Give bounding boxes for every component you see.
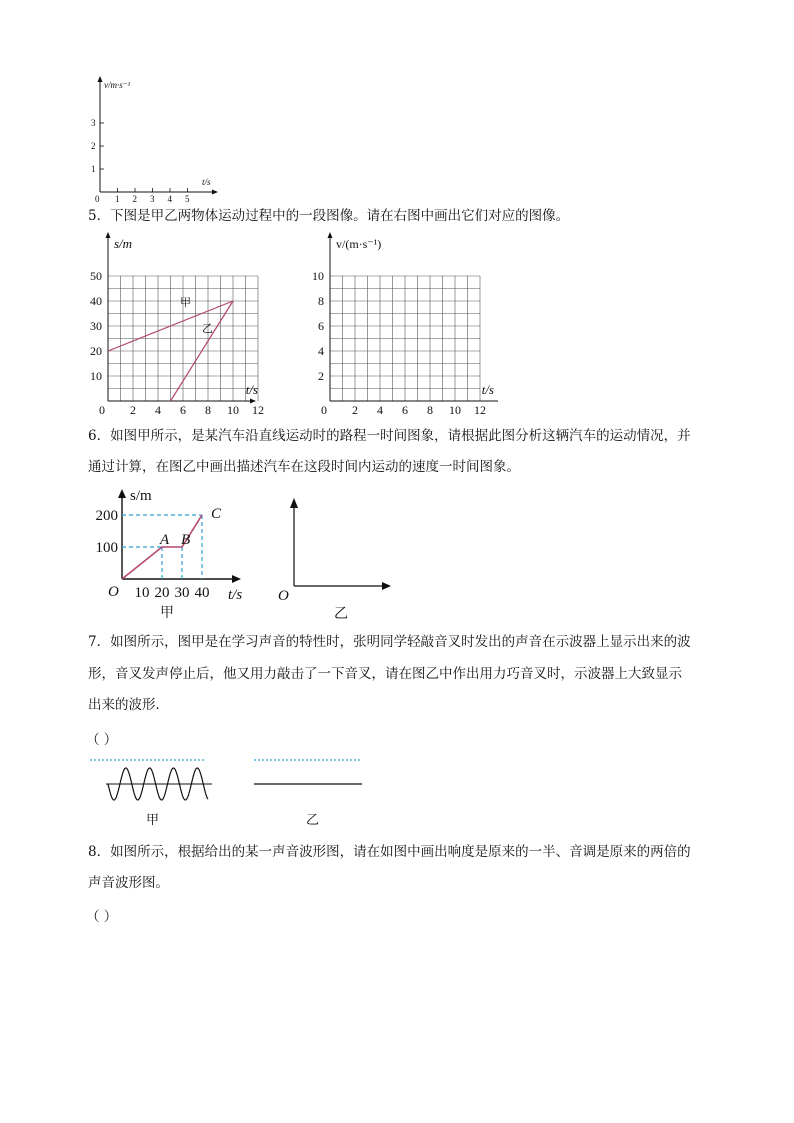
q6-x-tick: 20	[154, 585, 170, 601]
q5l-x-label: t/s	[245, 382, 258, 397]
top-x-tick: 0	[95, 194, 100, 204]
top-vt-axes	[84, 72, 234, 202]
x-tick-label: 4	[377, 403, 383, 417]
top-y-tick: 3	[91, 118, 96, 128]
q6-caption-jia: 甲	[160, 606, 174, 621]
question-5-text: 5．下图是甲乙两物体运动过程中的一段图像。请在右图中画出它们对应的图像。	[88, 208, 570, 224]
question-7-line2: 形，音叉发声停止后，他又用力敲击了一下音叉，请在图乙中作出用力巧音叉时，示波器上大致显示	[88, 666, 682, 682]
x-tick-label: 6	[402, 403, 408, 417]
top-x-tick: 3	[150, 194, 155, 204]
x-tick-label: 2	[130, 403, 136, 417]
y-tick-label: 40	[90, 294, 102, 308]
q6-yi-origin: O	[278, 588, 289, 604]
top-x-tick: 2	[132, 194, 137, 204]
question-6-line1: 6．如图甲所示，是某汽车沿直线运动时的路程一时间图象，请根据此图分析这辆汽车的运动情况，并	[88, 428, 691, 444]
y-tick-label: 50	[90, 269, 102, 283]
q6-fig-jia	[86, 484, 256, 624]
label-jia: 甲	[180, 297, 191, 309]
x-tick-label: 10	[449, 403, 461, 417]
q5l-y-label: s/m	[114, 236, 133, 251]
x-tick-label: 0	[99, 403, 105, 417]
point-b-label: B	[181, 532, 191, 548]
q6-y-tick: 100	[95, 540, 118, 556]
label-yi: 乙	[202, 323, 213, 335]
q8-answer-paren[interactable]: （ ）	[86, 909, 118, 925]
y-tick-label: 2	[318, 369, 324, 383]
question-8-line2: 声音波形图。	[88, 875, 169, 891]
q6-y-label: s/m	[130, 488, 152, 504]
q6-y-tick: 200	[95, 508, 118, 524]
top-x-tick: 1	[115, 194, 120, 204]
q7-answer-paren[interactable]: （ ）	[86, 732, 118, 748]
point-c-label: C	[211, 506, 222, 522]
top-x-label: t/s	[202, 177, 211, 187]
y-tick-label: 8	[318, 294, 324, 308]
y-tick-label: 10	[312, 269, 324, 283]
y-tick-label: 20	[90, 344, 102, 358]
x-tick-label: 6	[180, 403, 186, 417]
question-7-line1: 7．如图所示，图甲是在学习声音的特性时，张明同学轻敲音叉时发出的声音在示波器上显示出来的波	[88, 634, 691, 650]
q7-waveforms	[86, 752, 386, 832]
x-tick-label: 10	[227, 403, 239, 417]
top-y-label: v/m·s⁻¹	[104, 80, 131, 90]
y-tick-label: 6	[318, 319, 324, 333]
q5r-x-label: t/s	[481, 382, 494, 397]
top-y-tick: 1	[91, 164, 96, 174]
question-8-line1: 8．如图所示，根据给出的某一声音波形图，请在如图中画出响度是原来的一半、音调是原来的两倍的	[88, 844, 691, 860]
q5r-y-label: v/(m·s⁻¹)	[336, 237, 382, 251]
x-tick-label: 8	[427, 403, 433, 417]
q7-caption-jia: 甲	[146, 812, 160, 827]
point-a-label: A	[160, 532, 170, 548]
q5-vt-chart	[308, 232, 508, 418]
q6-x-tick: 30	[174, 585, 190, 601]
x-tick-label: 4	[155, 403, 161, 417]
question-6-line2: 通过计算，在图乙中画出描述汽车在这段时间内运动的速度一时间图象。	[88, 459, 520, 475]
top-y-tick: 2	[91, 141, 96, 151]
question-7-line3: 出来的波形．	[88, 697, 169, 713]
q6-x-tick: 40	[194, 585, 210, 601]
q6-origin: O	[108, 584, 119, 600]
top-x-tick: 4	[167, 194, 172, 204]
x-tick-label: 8	[205, 403, 211, 417]
x-tick-label: 12	[474, 403, 486, 417]
y-tick-label: 4	[318, 344, 324, 358]
top-x-tick: 5	[185, 194, 190, 204]
q6-caption-yi: 乙	[334, 607, 348, 622]
x-tick-label: 12	[252, 403, 264, 417]
x-tick-label: 2	[352, 403, 358, 417]
x-tick-label: 0	[321, 403, 327, 417]
q6-fig-yi	[276, 492, 406, 628]
y-tick-label: 30	[90, 319, 102, 333]
q5-st-chart	[86, 232, 264, 418]
q7-caption-yi: 乙	[306, 812, 320, 827]
q6-x-label: t/s	[228, 587, 243, 603]
q6-x-tick: 10	[134, 585, 150, 601]
y-tick-label: 10	[90, 369, 102, 383]
